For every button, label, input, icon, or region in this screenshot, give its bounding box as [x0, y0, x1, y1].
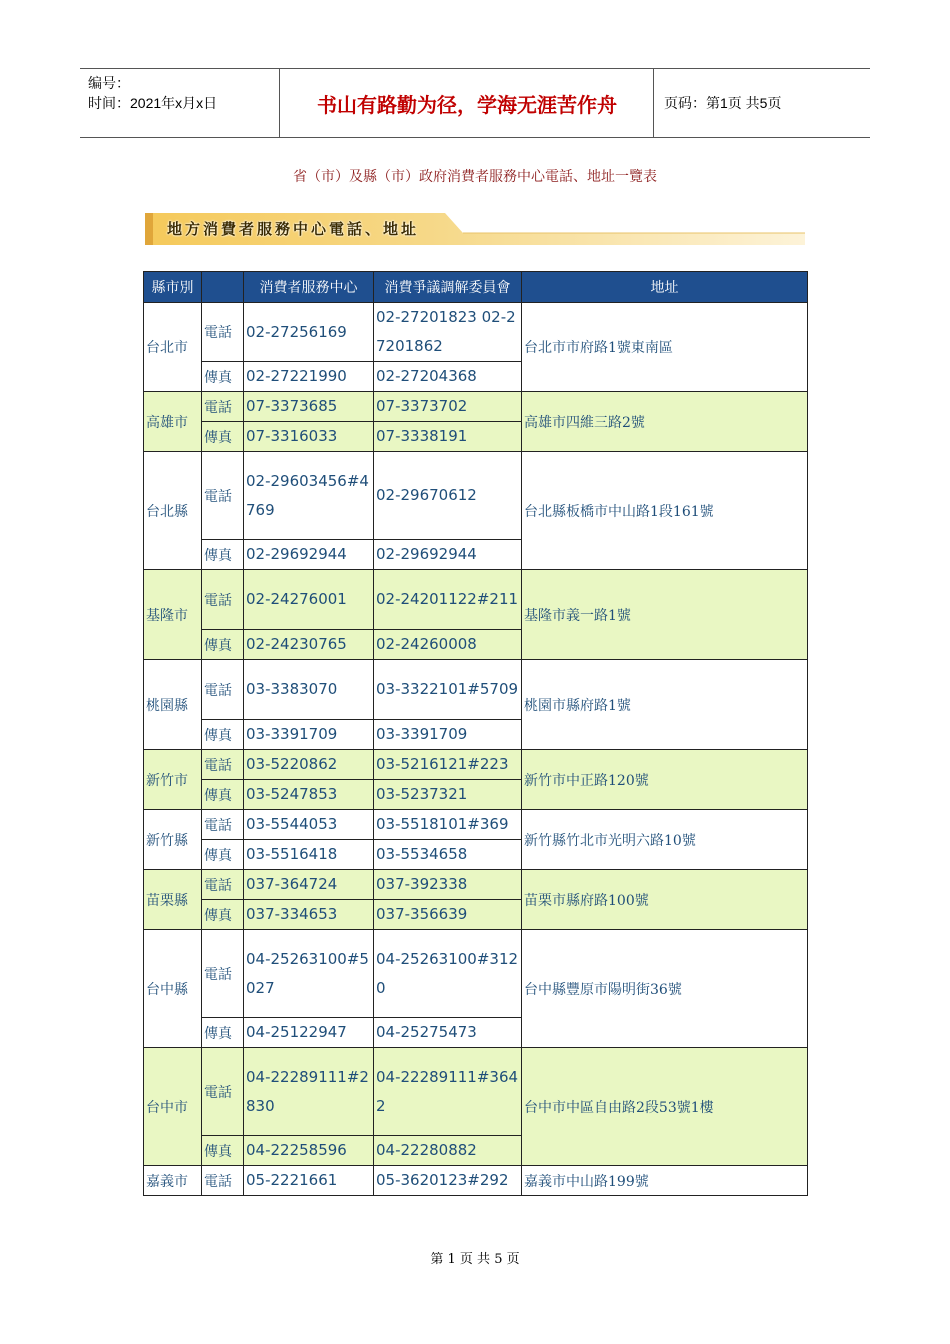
- table-row: [144, 930, 808, 1018]
- address-cell: 新竹市中正路120號: [522, 750, 808, 810]
- table-row: [144, 570, 808, 630]
- center-phone: 02-29603456#4769: [244, 452, 374, 540]
- center-fax: 037-334653: [244, 900, 374, 930]
- serial-label: 编号：: [88, 75, 130, 91]
- table-body: [144, 303, 808, 1196]
- table-row: [144, 303, 808, 362]
- center-fax: 02-27221990: [244, 362, 374, 392]
- fax-label: 傳真: [202, 630, 244, 660]
- tel-label: 電話: [202, 1048, 244, 1136]
- center-phone: 03-3383070: [244, 660, 374, 720]
- table-row: [144, 810, 808, 840]
- fax-label: 傳真: [202, 1018, 244, 1048]
- address-cell: 基隆市義一路1號: [522, 570, 808, 660]
- mediation-phone: 02-24201122#211: [374, 570, 522, 630]
- center-fax: 03-5516418: [244, 840, 374, 870]
- header-meta: [80, 69, 280, 137]
- fax-label: 傳真: [202, 720, 244, 750]
- tel-label: 電話: [202, 660, 244, 720]
- tel-label: 電話: [202, 870, 244, 900]
- center-phone: 04-25263100#5027: [244, 930, 374, 1018]
- mediation-fax: 02-29692944: [374, 540, 522, 570]
- tel-label: 電話: [202, 303, 244, 362]
- mediation-phone: 03-5216121#223: [374, 750, 522, 780]
- mediation-fax: 04-22280882: [374, 1136, 522, 1166]
- document-title: 省（市）及縣（市）政府消費者服務中心電話、地址一覽表: [293, 169, 657, 185]
- page-footer: 第 1 页 共 5 页: [430, 1252, 520, 1267]
- center-phone: 07-3373685: [244, 392, 374, 422]
- mediation-phone: 037-392338: [374, 870, 522, 900]
- address-cell: 桃園市縣府路1號: [522, 660, 808, 750]
- mediation-fax: 037-356639: [374, 900, 522, 930]
- consumer-center-table: [143, 271, 808, 1196]
- address-cell: 嘉義市中山路199號: [522, 1166, 808, 1196]
- mediation-phone: 07-3373702: [374, 392, 522, 422]
- header-page-number: 页码：第1页 共5页: [664, 95, 782, 111]
- center-phone: 05-2221661: [244, 1166, 374, 1196]
- center-phone: 03-5544053: [244, 810, 374, 840]
- fax-label: 傳真: [202, 422, 244, 452]
- mediation-phone: 04-25263100#3120: [374, 930, 522, 1018]
- address-cell: 高雄市四維三路2號: [522, 392, 808, 452]
- tel-label: 電話: [202, 810, 244, 840]
- table-row: [144, 870, 808, 900]
- city-cell: 高雄市: [144, 392, 202, 452]
- time-label: 时间：2021年x月x日: [88, 95, 218, 111]
- center-phone: 02-24276001: [244, 570, 374, 630]
- fax-label: 傳真: [202, 840, 244, 870]
- page-header: [80, 68, 870, 138]
- tel-label: 電話: [202, 750, 244, 780]
- fax-label: 傳真: [202, 540, 244, 570]
- tel-label: 電話: [202, 1166, 244, 1196]
- city-cell: 台中縣: [144, 930, 202, 1048]
- col-header-city: 縣市別: [144, 272, 202, 303]
- mediation-phone: 02-27201823 02-27201862: [374, 303, 522, 362]
- tel-label: 電話: [202, 452, 244, 540]
- section-banner: [145, 211, 805, 245]
- address-cell: 新竹縣竹北市光明六路10號: [522, 810, 808, 870]
- center-phone: 02-27256169: [244, 303, 374, 362]
- center-phone: 04-22289111#2830: [244, 1048, 374, 1136]
- fax-label: 傳真: [202, 362, 244, 392]
- center-fax: 03-3391709: [244, 720, 374, 750]
- center-phone: 037-364724: [244, 870, 374, 900]
- table-row: [144, 452, 808, 540]
- center-fax: 02-29692944: [244, 540, 374, 570]
- col-header-type: [202, 272, 244, 303]
- tel-label: 電話: [202, 930, 244, 1018]
- mediation-fax: 03-5534658: [374, 840, 522, 870]
- address-cell: 台中縣豐原市陽明街36號: [522, 930, 808, 1048]
- table-row: [144, 1166, 808, 1196]
- tel-label: 電話: [202, 392, 244, 422]
- center-fax: 03-5247853: [244, 780, 374, 810]
- mediation-fax: 07-3338191: [374, 422, 522, 452]
- fax-label: 傳真: [202, 1136, 244, 1166]
- table-row: [144, 392, 808, 422]
- city-cell: 苗栗縣: [144, 870, 202, 930]
- city-cell: 新竹市: [144, 750, 202, 810]
- banner-title: 地方消費者服務中心電話、地址: [167, 220, 420, 238]
- center-fax: 07-3316033: [244, 422, 374, 452]
- city-cell: 台北市: [144, 303, 202, 392]
- city-cell: 嘉義市: [144, 1166, 202, 1196]
- city-cell: 台北縣: [144, 452, 202, 570]
- center-phone: 03-5220862: [244, 750, 374, 780]
- mediation-phone: 03-5518101#369: [374, 810, 522, 840]
- city-cell: 桃園縣: [144, 660, 202, 750]
- address-cell: 台中市中區自由路2段53號1樓: [522, 1048, 808, 1166]
- center-fax: 04-22258596: [244, 1136, 374, 1166]
- col-header-center: 消費者服務中心: [244, 272, 374, 303]
- tel-label: 電話: [202, 570, 244, 630]
- mediation-phone: 02-29670612: [374, 452, 522, 540]
- city-cell: 基隆市: [144, 570, 202, 660]
- col-header-mediation: 消費爭議調解委員會: [374, 272, 522, 303]
- mediation-fax: 03-3391709: [374, 720, 522, 750]
- mediation-fax: 02-27204368: [374, 362, 522, 392]
- center-fax: 02-24230765: [244, 630, 374, 660]
- col-header-address: 地址: [522, 272, 808, 303]
- table-row: [144, 1048, 808, 1136]
- table-header-row: [144, 272, 808, 303]
- mediation-phone: 03-3322101#5709: [374, 660, 522, 720]
- address-cell: 台北縣板橋市中山路1段161號: [522, 452, 808, 570]
- fax-label: 傳真: [202, 780, 244, 810]
- mediation-phone: 04-22289111#3642: [374, 1048, 522, 1136]
- mediation-phone: 05-3620123#292: [374, 1166, 522, 1196]
- mediation-fax: 04-25275473: [374, 1018, 522, 1048]
- fax-label: 傳真: [202, 900, 244, 930]
- mediation-fax: 03-5237321: [374, 780, 522, 810]
- table-row: [144, 750, 808, 780]
- table-row: [144, 660, 808, 720]
- mediation-fax: 02-24260008: [374, 630, 522, 660]
- address-cell: 苗栗市縣府路100號: [522, 870, 808, 930]
- address-cell: 台北市市府路1號東南區: [522, 303, 808, 392]
- header-motto: 书山有路勤为径，学海无涯苦作舟: [281, 69, 654, 137]
- city-cell: 台中市: [144, 1048, 202, 1166]
- city-cell: 新竹縣: [144, 810, 202, 870]
- center-fax: 04-25122947: [244, 1018, 374, 1048]
